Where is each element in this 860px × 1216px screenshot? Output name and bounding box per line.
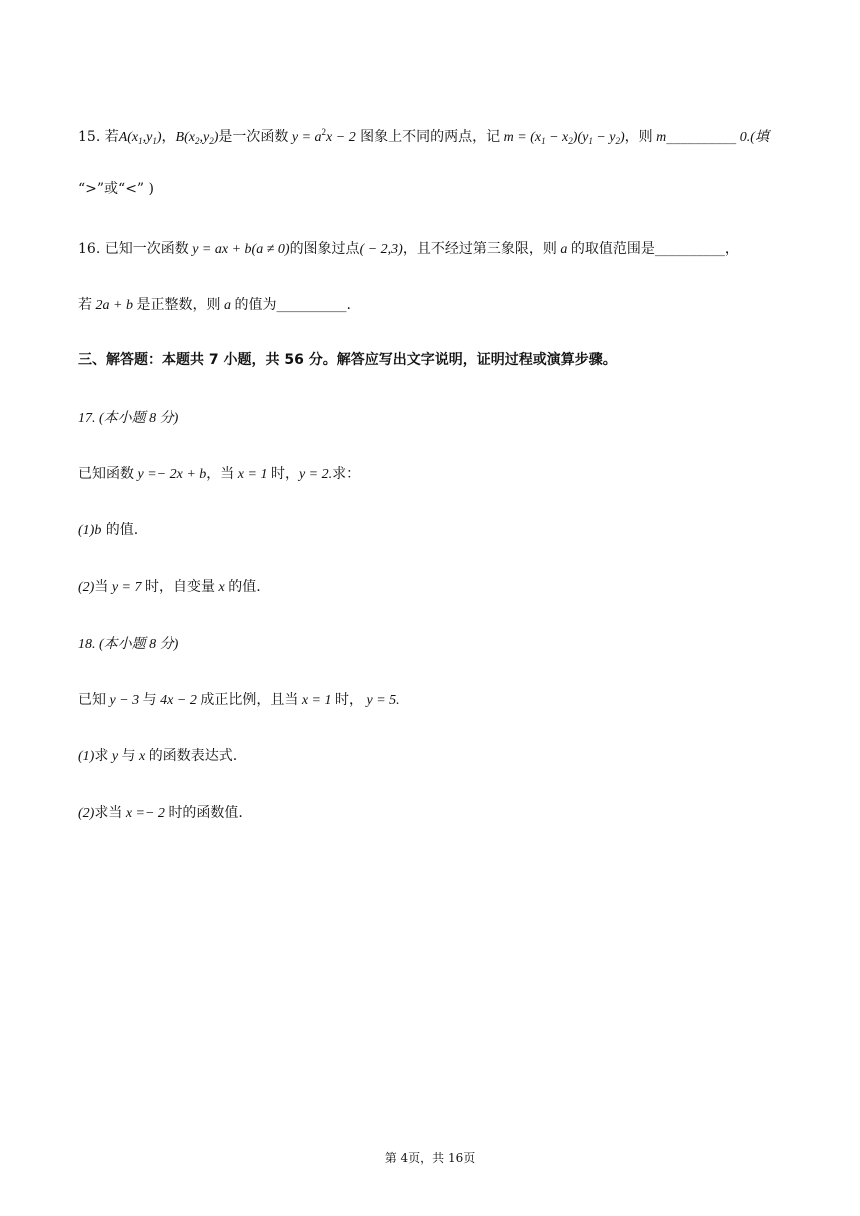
question-17-part-2: (2)当 y = 7 时，自变量 x 的值. — [78, 579, 261, 595]
question-17-stem: 已知函数 y =− 2x + b，当 x = 1 时，y = 2.求： — [78, 466, 361, 482]
question-15-line-2: “>”或“<” ) — [78, 181, 155, 197]
question-18-part-2: (2)求当 x =− 2 时的函数值. — [78, 805, 243, 821]
question-17-part-1: (1)b 的值. — [78, 522, 139, 538]
page-footer: 第 4页，共 16页 — [384, 1151, 476, 1165]
question-17-title: 17. (本小题 8 分) — [78, 411, 179, 426]
question-15-number: 15. 若 — [78, 129, 119, 145]
question-15-line-1: 15. 若$A(x_1,y_1)$，$B(x_2,y_2)$是一次函数 $y = a^2x - 2$ 图象上不同的两点，记 $m = (x_1 - x_2)(y_1 - y_2)$，则 m__________ 0.(填 — [78, 127, 769, 146]
section-3-heading: 三、解答题：本题共 7 小题，共 56 分。解答应写出文字说明，证明过程或演算步骤。 — [78, 352, 617, 368]
question-18-title: 18. (本小题 8 分) — [78, 637, 179, 652]
m-expression: $m = (x_1 - x_2)(y_1 - y_2)$ — [500, 130, 625, 146]
point-b: $B(x_2,y_2)$ — [175, 130, 219, 146]
function-expression: $y = a^2x - 2$ — [288, 127, 356, 145]
question-16-line-2: 若 2a + b 是正整数，则 a 的值为__________. — [78, 297, 351, 313]
question-18-stem: 已知 y − 3 与 4x − 2 成正比例，且当 x = 1 时， y = 5. — [78, 692, 400, 708]
question-16-line-1: 16. 已知一次函数 y = ax + b(a ≠ 0)的图象过点( − 2,3)，且不经过第三象限，则 a 的取值范围是__________， — [78, 241, 739, 257]
answer-blank: __________ — [654, 241, 725, 257]
answer-blank: __________ — [666, 129, 737, 145]
point-a: $A(x_1,y_1)$ — [118, 130, 162, 146]
answer-blank: __________ — [276, 297, 347, 313]
question-18-part-1: (1)求 y 与 x 的函数表达式. — [78, 748, 238, 764]
